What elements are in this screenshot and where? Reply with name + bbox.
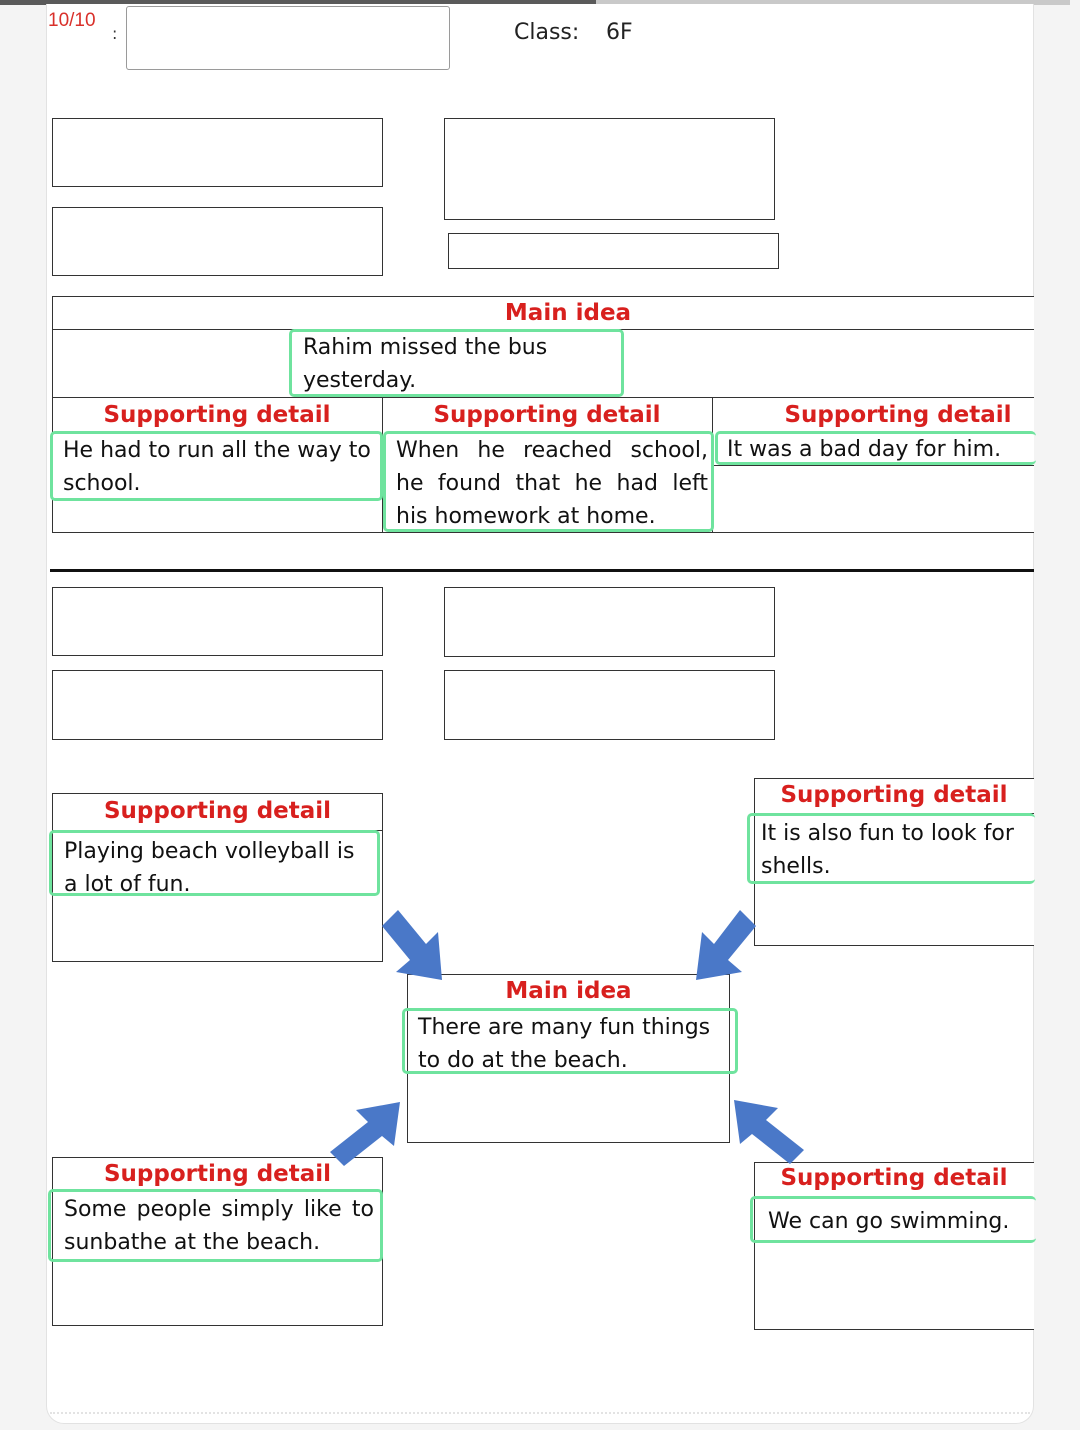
page-bottom-dots [50, 1412, 1030, 1414]
main-idea-text: There are many fun things to do at the beach. [418, 1015, 711, 1073]
main-idea-text: Rahim missed the bus yesterday. [303, 335, 548, 393]
class-label: Class: [514, 20, 580, 45]
section-divider [50, 569, 1034, 572]
supporting-detail-text: It was a bad day for him. [727, 437, 1002, 462]
supporting-detail-heading: Supporting detail [784, 402, 1012, 428]
supporting-detail-heading: Supporting detail [103, 402, 331, 428]
redaction-box [52, 118, 383, 187]
supporting-detail-heading: Supporting detail [780, 782, 1008, 808]
arrow-up-right-icon [328, 1100, 404, 1168]
redaction-box [52, 207, 383, 276]
supporting-detail-text: It is also fun to look for shells. [761, 821, 1014, 879]
name-colon: : [112, 24, 118, 43]
main-idea-heading: Main idea [504, 300, 632, 326]
supporting-detail-text: We can go swimming. [768, 1209, 1010, 1234]
supporting-detail-heading: Supporting detail [103, 1161, 332, 1187]
arrow-up-left-icon [730, 1096, 806, 1166]
supporting-detail-text: When he reached school, he found that he had left his homework at home. [396, 438, 708, 529]
supporting-detail-text: He had to run all the way to school. [63, 438, 371, 496]
main-idea-heading: Main idea [505, 978, 632, 1004]
supporting-detail-text: Some people simply like to sunbathe at the beach. [64, 1197, 374, 1255]
redaction-box [52, 670, 383, 740]
score-label: 10/10 [48, 10, 96, 31]
supporting-detail-text: Playing beach volleyball is a lot of fun. [64, 839, 355, 897]
supporting-detail-heading: Supporting detail [103, 798, 332, 824]
class-value: 6F [606, 20, 633, 45]
supporting-detail-heading: Supporting detail [433, 402, 661, 428]
redaction-box [444, 587, 775, 657]
redaction-box [444, 670, 775, 740]
arrow-down-left-icon [690, 908, 760, 984]
redaction-box [448, 233, 779, 269]
redaction-box [444, 118, 775, 220]
arrow-down-right-icon [380, 908, 450, 984]
name-redaction-box [126, 6, 450, 70]
supporting-detail-heading: Supporting detail [780, 1165, 1008, 1191]
table-rule [52, 397, 1034, 398]
redaction-box [52, 587, 383, 656]
